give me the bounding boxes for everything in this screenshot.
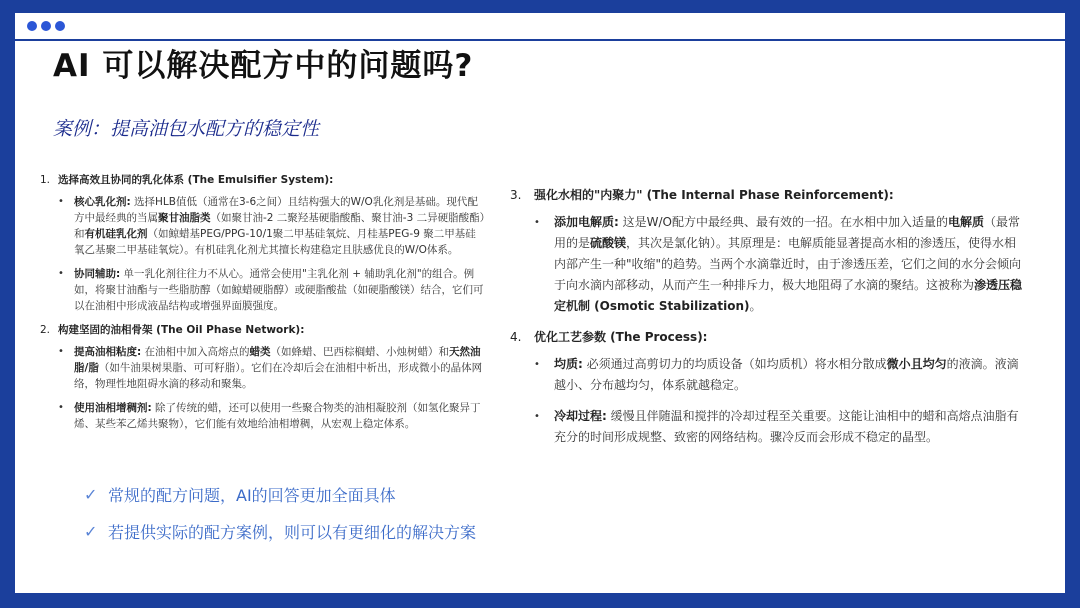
- page-title: AI 可以解决配方中的问题吗?: [53, 48, 474, 84]
- term: 冷却过程:: [554, 409, 607, 423]
- window-dots: [27, 21, 65, 31]
- text: 缓慢且伴随温和搅拌的冷却过程至关重要。这能让油相中的蜡和高熔点油脂有充分的时间形成规整、致密的网络结构。骤冷反而会形成不稳定的晶型。: [554, 409, 1019, 444]
- list-item: [534, 406, 1025, 448]
- list-item-text: [74, 344, 486, 392]
- left-column: [40, 172, 486, 440]
- bullet-icon: •: [58, 346, 64, 357]
- text: 。: [749, 299, 762, 313]
- term: 硫酸镁: [590, 236, 627, 250]
- window-title-bar: [15, 13, 1065, 41]
- section-heading: [40, 322, 486, 338]
- takeaway-text: 若提供实际的配方案例，则可以有更细化的解决方案: [108, 523, 477, 542]
- term: 有机硅乳化剂: [84, 228, 148, 240]
- term: 使用油相增稠剂:: [74, 402, 152, 414]
- bullet-icon: •: [534, 411, 540, 422]
- section-number: 3.: [510, 188, 522, 202]
- list-item: [58, 194, 486, 258]
- section-heading: [510, 185, 1025, 206]
- dot-icon: [41, 21, 51, 31]
- list-item: [58, 400, 486, 432]
- term: 添加电解质:: [554, 215, 619, 229]
- term: 渗透压稳定机制 (Osmotic Stabilization): [554, 278, 1023, 313]
- text: （如蜂蜡、巴西棕榈蜡、小烛树蜡）和: [270, 346, 450, 358]
- term: 微小且均匀: [886, 357, 947, 371]
- dot-icon: [55, 21, 65, 31]
- list-item: [534, 354, 1025, 396]
- takeaway-list: [84, 483, 476, 557]
- term: 协同辅助:: [74, 268, 121, 280]
- bullet-icon: •: [58, 268, 64, 279]
- text: 单一乳化剂往往力不从心。通常会使用"主乳化剂 + 辅助乳化剂"的组合。例如，将聚甘油酯与一些脂肪醇（如鲸蜡硬脂醇）或硬脂酸盐（如硬脂酸镁）结合，它们可以在油相中形成液晶结构或增强界面膜强度。: [74, 268, 484, 312]
- text: 必须通过高剪切力的均质设备（如均质机）将水相分散成: [582, 357, 887, 371]
- term: 电解质: [947, 215, 984, 229]
- list-item: [58, 344, 486, 392]
- text: （如牛油果树果脂、可可籽脂）。它们在冷却后会在油相中析出，形成微小的晶体网络，物理性地阻碍水滴的移动和聚集。: [74, 362, 483, 390]
- takeaway-text: 常规的配方问题，AI的回答更加全面具体: [108, 486, 396, 505]
- term: 聚甘油脂类: [158, 212, 211, 224]
- text: （如鲸蜡基PEG/PPG-10/1聚二甲基硅氧烷、月桂基PEG-9 聚二甲基硅氧乙基聚二甲基硅氧烷）。有机硅乳化剂尤其擅长构建稳定且肤感优良的W/O体系。: [74, 228, 476, 256]
- section-number: 4.: [510, 330, 522, 344]
- takeaway-item: [84, 520, 476, 543]
- list-item-text: [74, 400, 486, 432]
- text: 的液滴。液滴越小、分布越均匀，体系就越稳定。: [554, 357, 1019, 392]
- bullet-icon: •: [534, 359, 540, 370]
- list-item-text: [554, 212, 1025, 317]
- text: （最常用的是: [554, 215, 1021, 250]
- page-subtitle: 案例：提高油包水配方的稳定性: [53, 118, 320, 140]
- right-column: [510, 185, 1025, 458]
- text: ，其次是氯化钠）。其原理是：电解质能显著提高水相的渗透压，使得水相内部产生一种"收缩"的趋势。当两个水滴靠近时，由于渗透压差，它们之间的水分会倾向于向水滴内部移动，从而产生一种排斥力，极大地阻碍了水滴的聚结。这被称为: [554, 236, 1022, 292]
- term: 核心乳化剂:: [74, 196, 131, 208]
- section-title: 构建坚固的油相骨架 (The Oil Phase Network):: [58, 324, 305, 336]
- term: 天然油脂/脂: [74, 346, 481, 374]
- takeaway-item: [84, 483, 476, 506]
- bullet-icon: •: [58, 402, 64, 413]
- section-title: 优化工艺参数 (The Process):: [534, 330, 708, 344]
- section-heading: [510, 327, 1025, 348]
- section-heading: [40, 172, 486, 188]
- text: 这是W/O配方中最经典、最有效的一招。在水相中加入适量的: [618, 215, 948, 229]
- text: （如聚甘油-2 二聚羟基硬脂酸酯、聚甘油-3 二异硬脂酸酯）和: [74, 212, 485, 240]
- term: 均质:: [554, 357, 583, 371]
- list-item-text: [74, 266, 486, 314]
- dot-icon: [27, 21, 37, 31]
- check-icon: ✓: [84, 485, 98, 504]
- list-item: [58, 266, 486, 314]
- list-item-text: [74, 194, 486, 258]
- text: 在油相中加入高熔点的: [141, 346, 250, 358]
- term: 蜡类: [249, 346, 271, 358]
- text: 除了传统的蜡，还可以使用一些聚合物类的油相凝胶剂（如氢化聚异丁烯、某些苯乙烯共聚物），它们能有效地给油相增稠，从宏观上稳定体系。: [74, 402, 481, 430]
- bullet-icon: •: [534, 217, 540, 228]
- check-icon: ✓: [84, 522, 98, 541]
- section-title: 强化水相的"内聚力" (The Internal Phase Reinforcement):: [534, 188, 894, 202]
- section-title: 选择高效且协同的乳化体系 (The Emulsifier System):: [58, 174, 334, 186]
- list-item-text: [554, 406, 1025, 448]
- term: 提高油相粘度:: [74, 346, 142, 358]
- list-item-text: [554, 354, 1025, 396]
- bullet-icon: •: [58, 196, 64, 207]
- section-number: 1.: [40, 174, 51, 186]
- text: 选择HLB值低（通常在3-6之间）且结构强大的W/O乳化剂是基础。现代配方中最经典的当属: [74, 196, 478, 224]
- section-number: 2.: [40, 324, 51, 336]
- list-item: [534, 212, 1025, 317]
